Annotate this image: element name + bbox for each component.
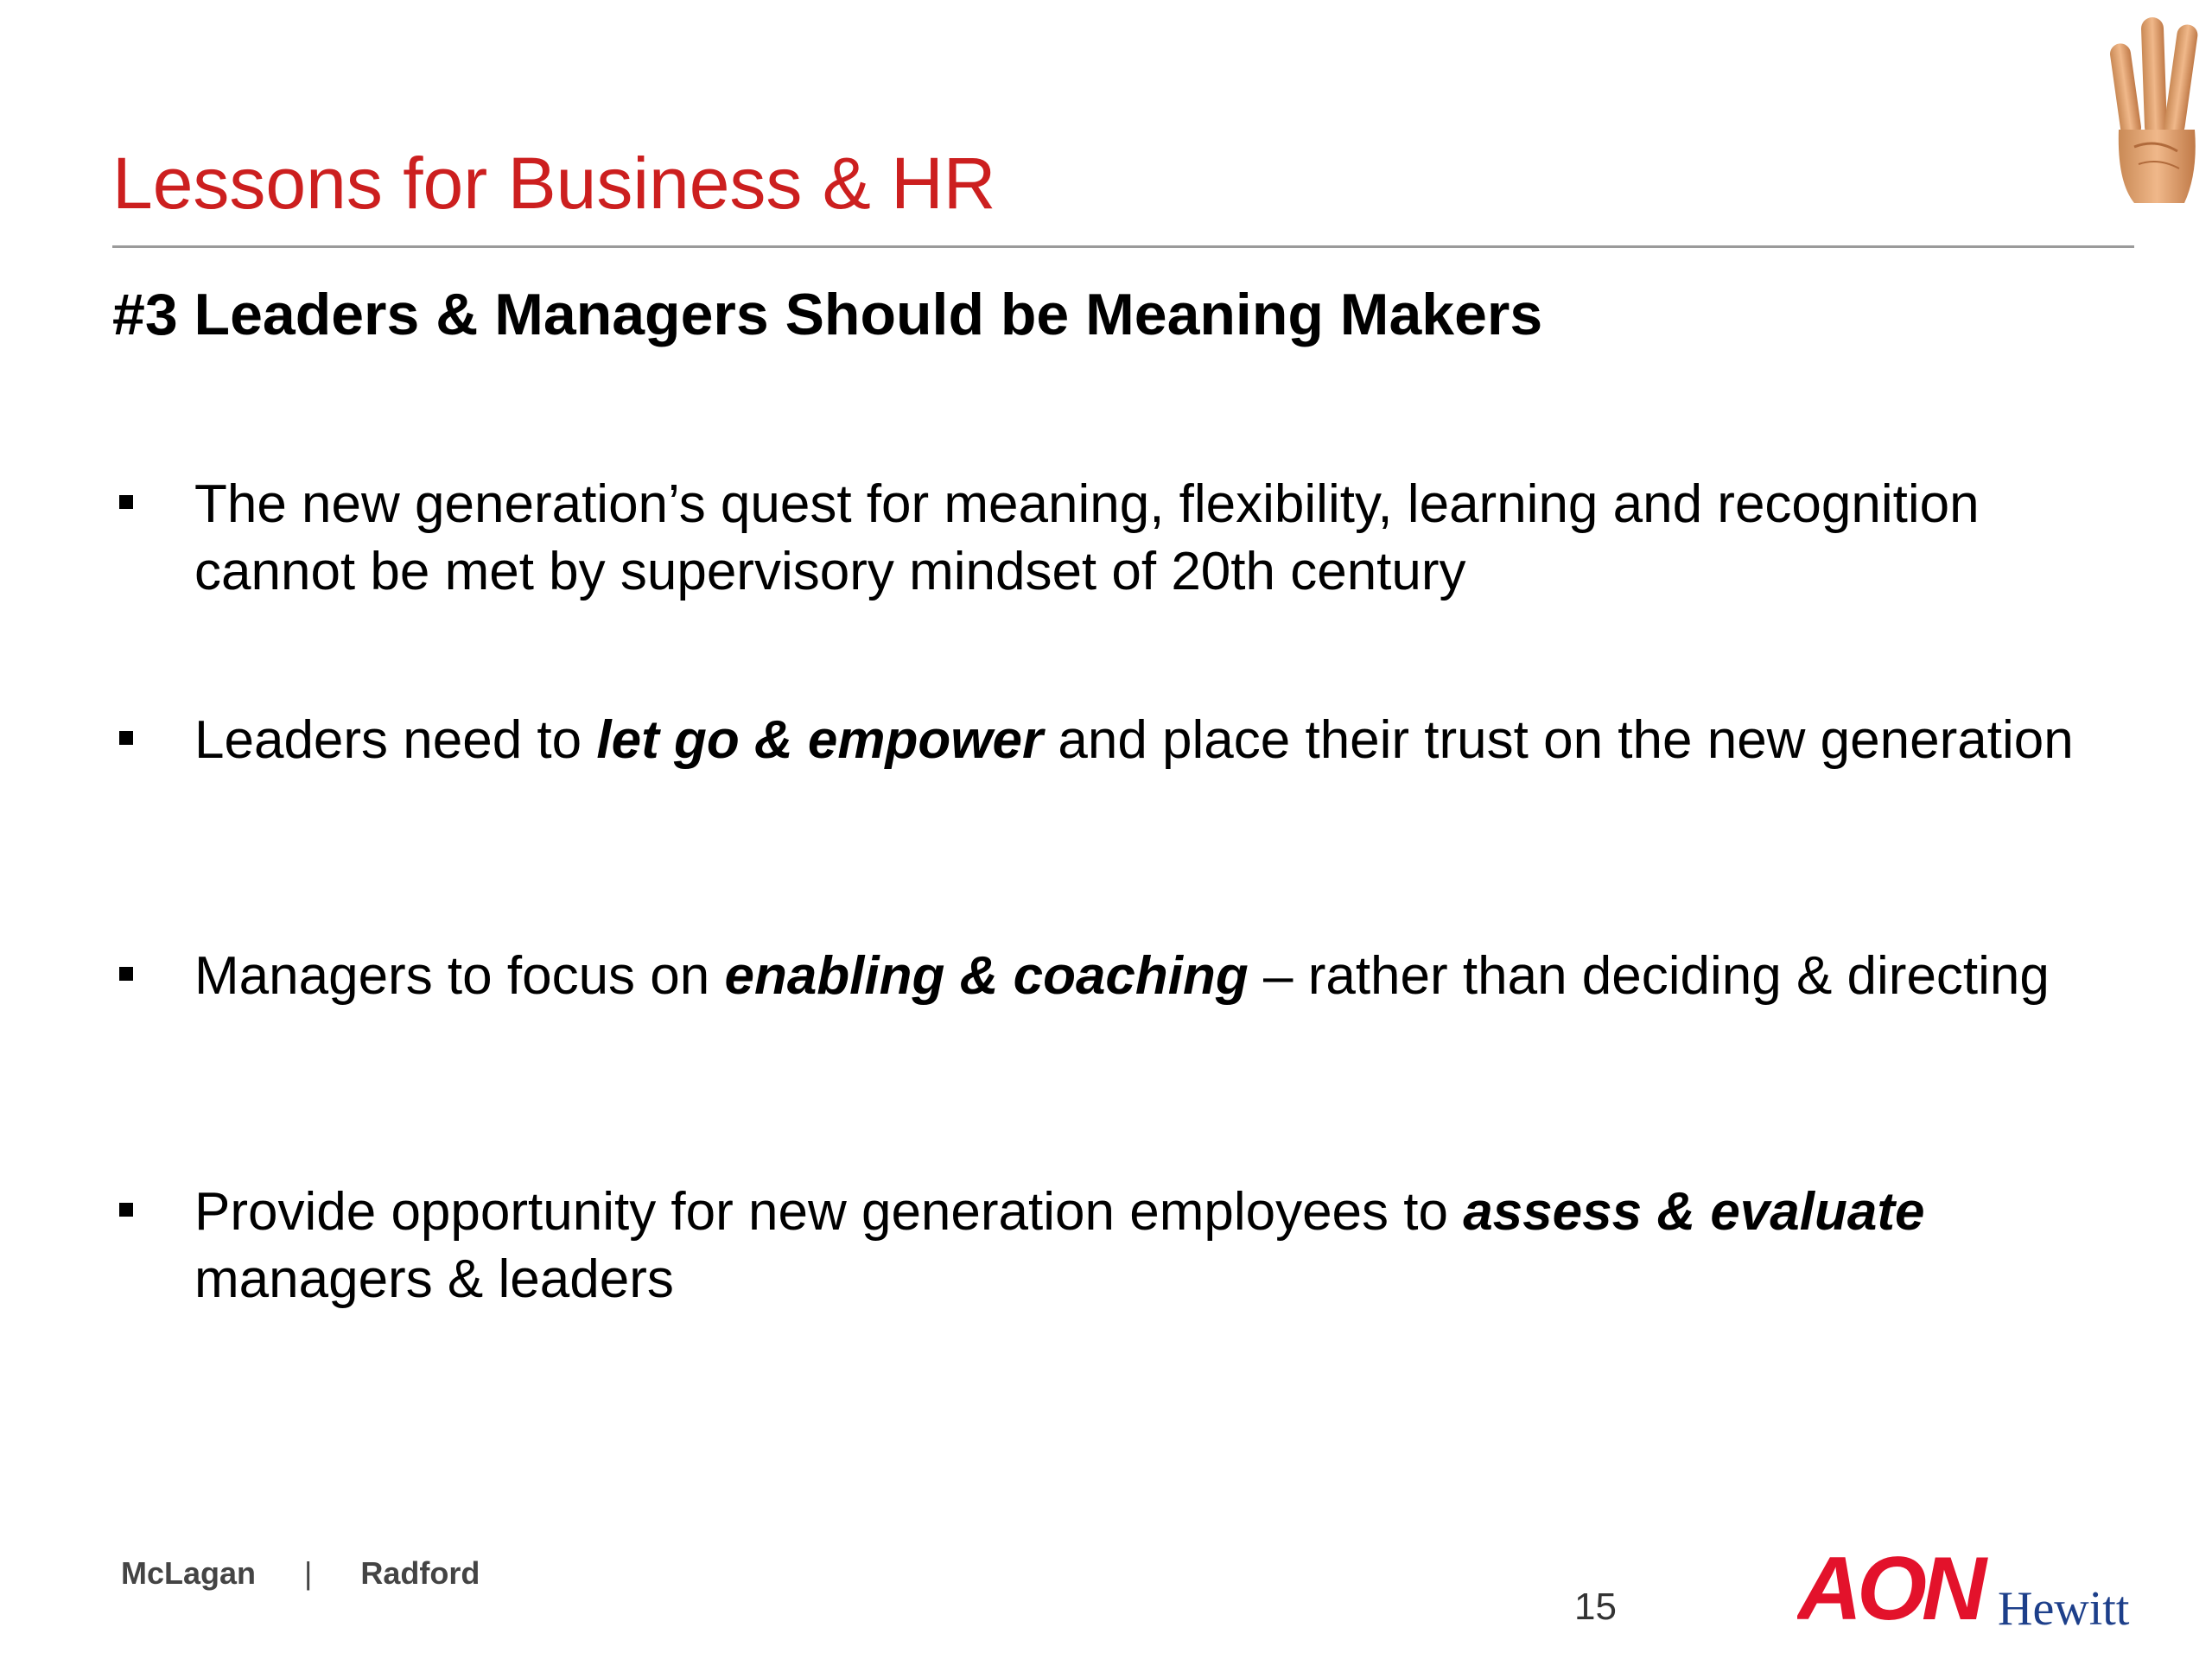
- footer-separator: |: [304, 1555, 313, 1591]
- aon-wordmark: AON: [1797, 1540, 1982, 1635]
- bullet-marker: [119, 495, 133, 509]
- bullet-marker: [119, 731, 133, 745]
- slide-subtitle: #3 Leaders & Managers Should be Meaning Makers: [112, 282, 1543, 347]
- slide-title: Lessons for Business & HR: [112, 143, 996, 224]
- bullet-text: Managers to focus on enabling & coaching – rather than deciding & directing: [194, 946, 2050, 1006]
- bullet-item: [112, 707, 2100, 774]
- bullet-text: Provide opportunity for new generation employees to assess & evaluate managers & leaders: [194, 1182, 1925, 1309]
- bullet-text: The new generation’s quest for meaning, flexibility, learning and recognition cannot be met by supervisory mindset of 20th century: [194, 474, 1980, 601]
- mclagan-label: McLagan: [121, 1555, 257, 1591]
- hewitt-wordmark: Hewitt: [1998, 1582, 2130, 1635]
- bullet-item: [112, 1179, 2100, 1313]
- bullet-item: [112, 471, 2100, 606]
- bullet-text: Leaders need to let go & empower and place their trust on the new generation: [194, 710, 2074, 770]
- bullet-marker: [119, 967, 133, 981]
- three-fingers-hand-icon: [2108, 9, 2203, 212]
- page-number: 15: [1574, 1586, 1617, 1628]
- aon-hewitt-logo: [1797, 1540, 2143, 1635]
- radford-label: Radford: [360, 1555, 480, 1591]
- bullet-marker: [119, 1203, 133, 1217]
- bullet-item: [112, 943, 2100, 1010]
- footer-brands: [121, 1555, 480, 1592]
- title-divider: [112, 245, 2134, 248]
